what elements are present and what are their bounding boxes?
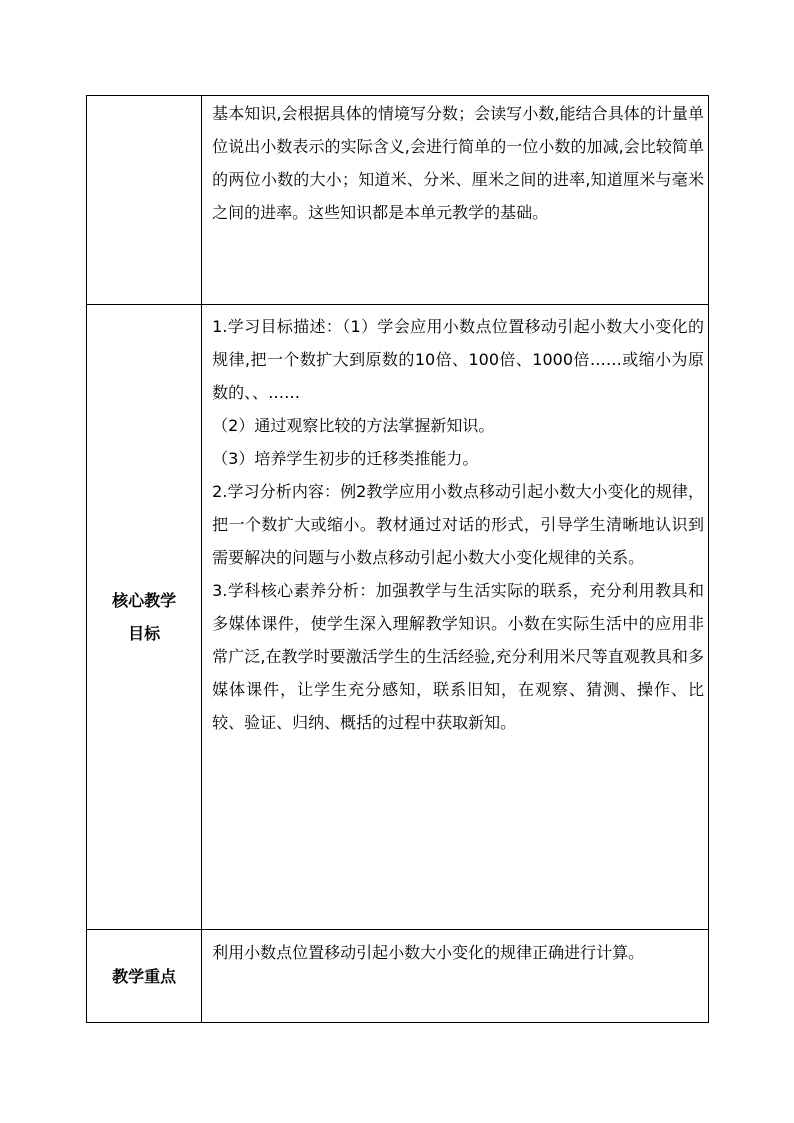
teaching-focus-label-line: 教学重点	[112, 966, 177, 986]
core-objectives-label-line-1: 核心教学	[112, 591, 177, 610]
table-row	[87, 305, 709, 930]
teaching-focus-label	[87, 930, 202, 1023]
objective-description-para: 1.学习目标描述：（1）学会应用小数点位置移动引起小数大小变化的规律,把一个数扩大到原数的10倍、100倍、1000倍……或缩小为原数的、、……	[212, 317, 704, 402]
core-literacy-para: 3.学科核心素养分析：加强教学与生活实际的联系，充分利用教具和多媒体课件，使学生深入理解教学知识。小数在实际生活中的应用非常广泛,在教学时要激活学生的生活经验,充分利用米尺等直观教具和多媒体课件，让学生充分感知，联系旧知，在观察、猜测、操作、比较、验证、归纳、概括的过程中获取新知。	[212, 581, 704, 732]
lesson-plan-table	[86, 95, 709, 1023]
background-knowledge-cell	[202, 96, 709, 305]
table-row	[87, 930, 709, 1023]
content-analysis-para: 2.学习分析内容：例2教学应用小数点移动引起小数大小变化的规律，把一个数扩大或缩小。教材通过对话的形式，引导学生清晰地认识到需要解决的问题与小数点移动引起小数大小变化规律的关系。	[212, 482, 704, 567]
objective-item-3-para: （3）培养学生初步的迁移类推能力。	[212, 449, 479, 468]
teaching-focus-content	[202, 930, 709, 1023]
core-objectives-label-line-2: 目标	[128, 624, 161, 643]
background-knowledge-text: 基本知识,会根据具体的情境写分数；会读写小数,能结合具体的计量单位说出小数表示的实际含义,会进行简单的一位小数的加减,会比较简单的两位小数的大小；知道米、分米、厘米之间的进率,知道厘米与毫米之间的进率。这些知识都是本单元教学的基础。	[212, 104, 704, 222]
objective-item-2-para: （2）通过观察比较的方法掌握新知识。	[212, 416, 495, 435]
teaching-focus-text: 利用小数点位置移动引起小数大小变化的规律正确进行计算。	[212, 943, 645, 962]
core-objectives-content	[202, 305, 709, 930]
core-objectives-label	[87, 305, 202, 930]
row-label-empty	[87, 96, 202, 305]
table-row	[87, 96, 709, 305]
